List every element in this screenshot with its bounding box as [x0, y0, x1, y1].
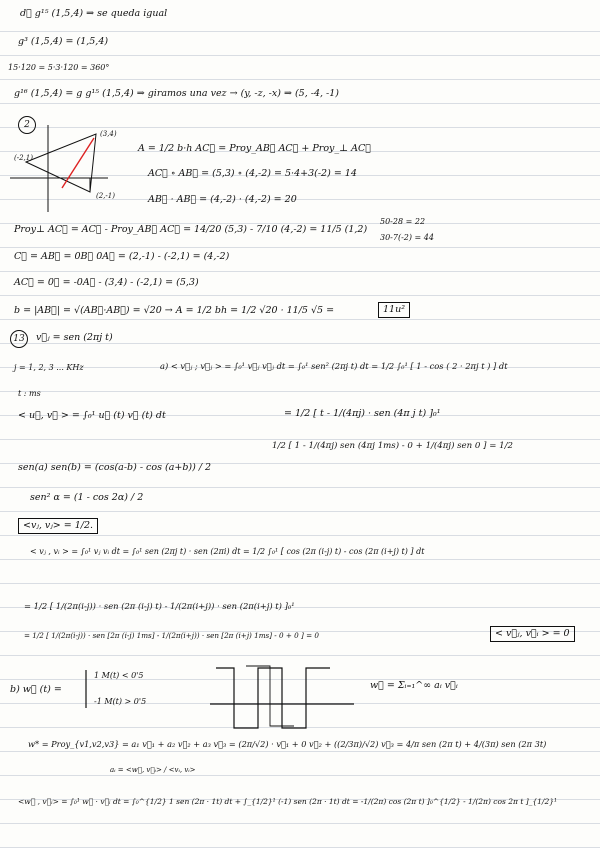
- square-wave-line: [216, 668, 330, 728]
- point-b-label: (2,-1): [96, 192, 115, 200]
- line-26: w* = Proy_{v1,v2,v3} = a₁ v⃗₁ + a₂ v⃗₂ + a₃ v⃗₃ = (2π/√2) · v⃗₁ + 0 v⃗₂ + ((2/3π)/√2) v⃗₃ = 4/π sen (2π t) + 4/(3π) sen (2π 3t): [28, 739, 547, 749]
- line-25d: w⃗ = Σᵢ₌₁^∞ aᵢ v⃗ᵢ: [370, 680, 458, 691]
- line-25c: b) w⃗ (t) =: [10, 684, 62, 695]
- line-8: Proy⊥ AC⃗ = AC⃗ - Proy_AB⃗ AC⃗ = 14/20 (5,3) - 7/10 (4,-2) = 11/5 (1,2): [14, 224, 368, 235]
- line-1: d⃗ g¹⁵ (1,5,4) ⇒ se queda igual: [20, 8, 168, 19]
- line-23: = 1/2 [ 1/(2π(i-j)) · sen (2π (i-j) t) - 1/(2π(i+j)) · sen (2π(i+j) t) ]₀¹: [24, 601, 295, 611]
- line-19: sen(a) sen(b) = (cos(a-b) - cos (a+b)) / 2: [18, 462, 212, 473]
- line-9: C⃗ = AB⃗ = 0B⃗ 0A⃗ = (2,-1) - (-2,1) = (4,-2): [14, 251, 230, 262]
- area-result-box: 11u²: [378, 302, 410, 318]
- line-20: sen² α = (1 - cos 2α) / 2: [30, 492, 144, 503]
- line-11: b = |AB⃗| = √(AB⃗·AB⃗) = √20 → A = 1/2 bh = 1/2 √20 · 11/5 √5 =: [14, 305, 335, 316]
- line-2: g³ (1,5,4) = (1,5,4): [18, 36, 109, 47]
- problem-number-badge-13: 13: [10, 330, 28, 348]
- line-5: A = 1/2 b·h AC⃗ = Proy_AB⃗ AC⃗ + Proy_⊥ AC⃗: [138, 143, 371, 154]
- inner-product-result-box: <vⱼ, vⱼ> = 1/2.: [18, 518, 98, 534]
- orthogonality-result-box: < v⃗ⱼ, v⃗ᵢ > = 0: [490, 626, 575, 642]
- line-15: t : ms: [18, 389, 41, 398]
- point-c-label: (3,4): [100, 130, 117, 138]
- problem-number-badge: 2: [18, 116, 36, 134]
- line-18: 1/2 [ 1 - 1/(4πj) sen (4πj 1ms) - 0 + 1/(4πj) sen 0 ] = 1/2: [272, 441, 513, 451]
- line-28: <w⃗ , v⃗ᵢ> = ∫₀¹ w⃗ · v⃗ᵢ dt = ∫₀^{1/2} 1 sen (2π · 1t) dt + ∫_{1/2}¹ (-1) sen (2π · 1t) dt = -1/(2π) cos (2π t) ]₀^{1/2} - 1/(2π) cos 2π t ]_{1/2}¹: [18, 797, 558, 806]
- line-6: AC⃗ ∘ AB⃗ = (5,3) ∘ (4,-2) = 5·4+3(-2) = 14: [148, 168, 357, 179]
- line-24: = 1/2 [ 1/(2π(i-j)) · sen [2π (i-j) 1ms] - 1/(2π(i+j)) · sen [2π (i+j) 1ms] - 0 + 0 ] = 0: [24, 631, 319, 640]
- line-3: 15·120 = 5·3·120 = 360°: [8, 63, 110, 72]
- line-8c: 30-7(-2) = 44: [380, 233, 434, 242]
- line-25b: -1 M(t) > 0'5: [94, 697, 147, 706]
- line-13: j = 1, 2, 3 ... KHz: [14, 363, 84, 372]
- line-10: AC⃗ = 0⃗ = -0A⃗ - (3,4) - (-2,1) = (5,3): [14, 277, 199, 288]
- line-16: < u⃗, v⃗ > = ∫₀¹ u⃗ (t) v⃗ (t) dt: [18, 410, 166, 421]
- line-14: a) < v⃗ⱼ ; v⃗ⱼ > = ∫₀¹ v⃗ⱼ v⃗ⱼ dt = ∫₀¹ sen² (2πj t) dt = 1/2 ∫₀¹ [ 1 - cos ( 2 · 2πj t ) ] dt: [160, 361, 508, 371]
- point-a-label: (-2,1): [14, 154, 33, 162]
- line-4: g¹⁶ (1,5,4) = g g¹⁵ (1,5,4) ⇒ giramos una vez → (y, -z, -x) ⇒ (5, -4, -1): [14, 88, 339, 99]
- line-27: aᵢ = <w⃗, v⃗ᵢ> / <vᵢ, vᵢ>: [110, 766, 196, 774]
- line-12: v⃗ⱼ = sen (2πj t): [36, 332, 113, 343]
- line-22: < vⱼ , vᵢ > = ∫₀¹ vⱼ vᵢ dt = ∫₀¹ sen (2πj t) · sen (2πi) dt = 1/2 ∫₀¹ [ cos (2π (i-j) t) - cos (2π (i+j) t) ] dt: [30, 547, 425, 556]
- line-17: = 1/2 [ t - 1/(4πj) · sen (4π j t) ]₀¹: [284, 408, 441, 419]
- line-8b: 50-28 = 22: [380, 217, 426, 226]
- line-7: AB⃗ · AB⃗ = (4,-2) · (4,-2) = 20: [148, 194, 297, 205]
- line-25a: 1 M(t) < 0'5: [94, 671, 144, 680]
